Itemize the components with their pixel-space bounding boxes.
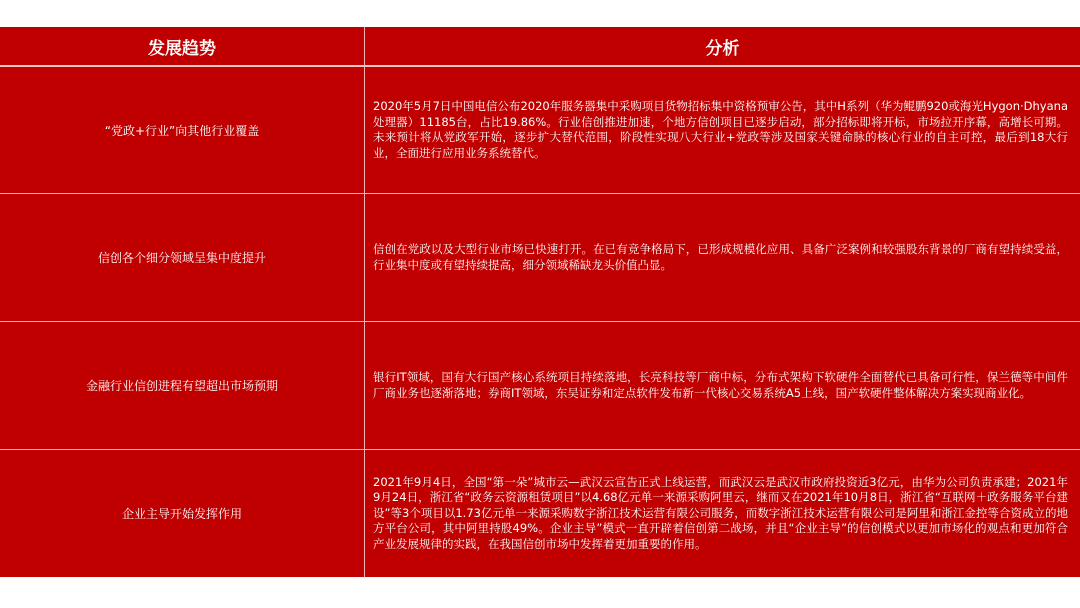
header-trend: 发展趋势: [0, 27, 365, 67]
analysis-cell-3: 银行IT领域，国有大行国产核心系统项目持续落地，长亮科技等厂商中标，分布式架构下软硬件全面替代已具备可行性，保兰德等中间件厂商业务也逐渐落地；券商IT领域，东吴证券和定点软件发布新一代核心交易系统A5上线，国产软硬件整体解决方案实现商业化。: [365, 322, 1080, 450]
trend-analysis-table: [0, 27, 1080, 577]
trend-cell-2: 信创各个细分领域呈集中度提升: [0, 194, 365, 322]
analysis-cell-4: 2021年9月4日，全国“第一朵”城市云—武汉云宣告正式上线运营，而武汉云是武汉市政府投资近3亿元，由华为公司负责承建；2021年9月24日，浙江省“政务云资源租赁项目”以4.68亿元单一来源采购阿里云，继而又在2021年10月8日，浙江省“互联网＋政务服务平台建设”等3个项目以1.73亿元单一来源采购数字浙江技术运营有限公司服务，而数字浙江技术运营有限公司是阿里和浙江金控等合资成立的地方平台公司，其中阿里持股49%。企业主导”模式一直开辟着信创第二战场，并且“企业主导”的信创模式以更加市场化的观点和更加符合产业发展规律的实践，在我国信创市场中发挥着更加重要的作用。: [373, 474, 1068, 551]
analysis-cell-2: 信创在党政以及大型行业市场已快速打开。在已有竞争格局下，已形成规模化应用、具备广泛案例和较强股东背景的厂商有望持续受益，行业集中度或有望持续提高，细分领域稀缺龙头价值凸显。: [365, 194, 1080, 322]
header-analysis: 分析: [365, 27, 1080, 67]
analysis-cell-1: 2020年5月7日中国电信公布2020年服务器集中采购项目货物招标集中资格预审公告，其中H系列（华为鲲鹏920或海光Hygon·Dhyana处理器）11185台，占比19.86%。行业信创推进加速，个地方信创项目已逐步启动，部分招标即将开标，市场拉开序幕，高增长可期。未来预计将从党政军开始，逐步扩大替代范围，阶段性实现八大行业+党政等涉及国家关键命脉的核心行业的自主可控，最后到18大行业，全面进行应用业务系统替代。: [365, 67, 1080, 194]
trend-cell-1: “党政+行业”向其他行业覆盖: [0, 67, 365, 194]
trend-cell-4: 企业主导开始发挥作用: [0, 450, 365, 577]
trend-cell-3: 金融行业信创进程有望超出市场预期: [0, 322, 365, 450]
